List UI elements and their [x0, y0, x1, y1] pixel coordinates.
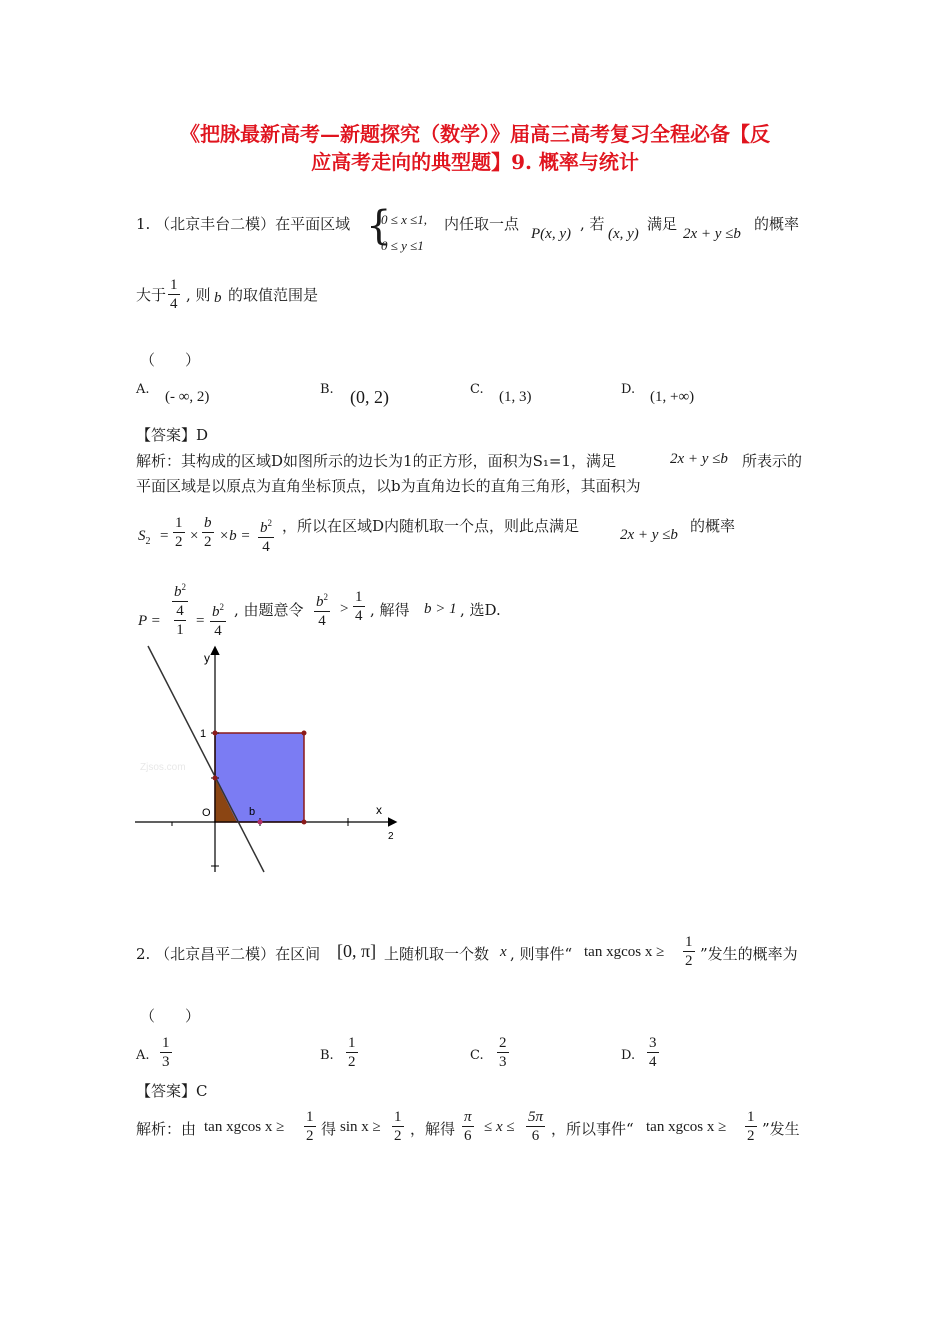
q1-option-a: (- ∞, 2) — [165, 389, 210, 405]
fraction-numerator: 1 — [747, 1109, 755, 1125]
q1-explanation-3c: 的概率 — [690, 517, 736, 535]
q2-interval: [0, π] — [337, 941, 377, 961]
fraction-numerator: $b^2$ — [210, 598, 226, 622]
document-title-line-1: 《把脉最新高考—新题探究（数学）》届高三高考复习全程必备【反 — [180, 122, 770, 146]
q1-option-c: (1, 3) — [499, 389, 532, 405]
fraction-numerator: 1 — [170, 277, 178, 293]
q2-answer: 【答案】C — [136, 1082, 208, 1100]
point-0-1 — [213, 731, 218, 736]
fraction-denominator: 2 — [747, 1128, 755, 1144]
fraction-numerator: 1 — [306, 1109, 314, 1125]
fraction-denominator: 6 — [464, 1128, 472, 1144]
q1-answer: 【答案】D — [136, 426, 209, 444]
q2-explanation-expr-2: sin x ≥ — [340, 1119, 381, 1135]
q2-explanation-a: 解析：由 — [136, 1120, 197, 1138]
q2-explanation-half-1 — [304, 1108, 316, 1145]
q1-option-c-label: C. — [470, 382, 484, 397]
q1-times-b: ×b = — [219, 528, 251, 544]
fraction-denominator: 4 — [318, 613, 326, 629]
point-1-1 — [302, 731, 307, 736]
q2-option-d-label: D. — [621, 1048, 636, 1063]
fraction-denominator: 3 — [499, 1054, 507, 1070]
fraction-numerator: 1 — [685, 934, 693, 950]
q2-answer-paren: （ ） — [140, 1007, 201, 1025]
fraction-denominator: 2 — [175, 534, 183, 550]
q1-fraction-b-squared-over-4-b — [210, 598, 226, 640]
q2-mid-text-2: , 则事件“ — [510, 945, 573, 963]
fraction-numerator: 1 — [162, 1035, 170, 1051]
label-b: b — [249, 806, 256, 818]
q1-times-1: × — [190, 528, 199, 544]
fraction-numerator: $b^2$ — [314, 588, 330, 612]
q1-equals-1: = — [160, 528, 169, 544]
q1-fraction-b-over-2 — [202, 514, 214, 551]
q2-explanation-pi-over-6 — [462, 1108, 474, 1145]
fraction-denominator: 3 — [162, 1054, 170, 1070]
q2-explanation-half-2 — [392, 1108, 404, 1145]
q1-mid-text-1: 内任取一点 — [444, 215, 520, 233]
fraction-denominator: 4 — [176, 603, 184, 619]
fraction-denominator: 2 — [306, 1128, 314, 1144]
q1-mid-text-2: , 若 — [580, 215, 605, 233]
fraction-denominator: 2 — [204, 534, 212, 550]
q1-p-label: P = — [138, 613, 161, 629]
q1-brace: { — [366, 203, 392, 249]
q1-fraction-quarter-b — [353, 588, 365, 625]
q1-result: b > 1 — [424, 601, 457, 617]
q1-condition-x: 0 ≤ x ≤1, — [381, 212, 428, 227]
outer-denominator: 1 — [176, 622, 184, 638]
q2-prefix: 2. （北京昌平二模）在区间 — [136, 945, 321, 963]
point-b — [258, 820, 263, 825]
q1-answer-paren: （ ） — [140, 351, 201, 369]
q2-x-variable: x — [500, 944, 507, 960]
q2-explanation-expr-1: tan xgcos x ≥ — [204, 1119, 285, 1135]
q1-option-b: (0, 2) — [350, 387, 389, 407]
q1-compound-fraction — [170, 578, 190, 639]
fraction-denominator: 4 — [170, 296, 178, 312]
q1-explanation-1a: 解析：其构成的区域D如图所示的边长为1的正方形，面积为S₁=1，满足 — [136, 452, 616, 470]
q1-mid-text-3: 满足 — [647, 215, 678, 233]
q2-explanation-half-3 — [745, 1108, 757, 1145]
label-y: y — [204, 651, 210, 665]
q2-option-b — [346, 1034, 358, 1071]
q1-condition-y: 0 ≤ y ≤1 — [381, 238, 424, 253]
q1-explanation-2: 平面区域是以原点为直角坐标顶点，以b为直角边长的直角三角形，其面积为 — [136, 477, 641, 495]
fraction-numerator: π — [464, 1109, 472, 1125]
q2-option-a-label: A. — [136, 1048, 150, 1063]
q1-equals-2: = — [196, 613, 205, 629]
q2-explanation-d: ，所以事件“ — [551, 1120, 634, 1138]
fraction-denominator: 4 — [214, 623, 222, 639]
q1-explanation-1b: 2x + y ≤b — [670, 451, 728, 467]
q2-option-b-label: B. — [320, 1048, 334, 1063]
q2-explanation-5pi-over-6 — [526, 1108, 545, 1145]
q1-explanation-3: ，所以在区域D内随机取一个点，则此点满足 — [282, 517, 580, 535]
fraction-numerator: 2 — [499, 1035, 507, 1051]
q2-mid-text-1: 上随机取一个数 — [384, 945, 490, 963]
point-0-b — [213, 776, 218, 781]
q1-option-d-label: D. — [621, 382, 636, 397]
q1-line2-a: 大于 — [136, 286, 167, 304]
q1-choose: , 选D. — [460, 601, 501, 619]
fraction-numerator: 3 — [649, 1035, 657, 1051]
fraction-numerator: $b^2$ — [258, 514, 274, 538]
q1-line2-c: 的取值范围是 — [228, 286, 319, 304]
q1-tail: 的概率 — [754, 215, 800, 233]
fraction-denominator: 2 — [685, 953, 693, 969]
fraction-denominator: 6 — [531, 1128, 540, 1144]
q2-explanation-expr-3: tan xgcos x ≥ — [646, 1119, 727, 1135]
q1-option-b-label: B. — [320, 382, 334, 397]
q1-prefix: 1. （北京丰台二模）在平面区域 — [136, 215, 351, 233]
label-origin: O — [202, 807, 211, 819]
q1-option-d: (1, +∞) — [650, 389, 695, 405]
q1-figure — [130, 640, 410, 880]
q2-option-d — [647, 1034, 659, 1071]
fraction-denominator: 2 — [348, 1054, 356, 1070]
q2-explanation-inequality: ≤ x ≤ — [484, 1119, 515, 1135]
q2-tail: ”发生的概率为 — [700, 945, 798, 963]
q1-point: P(x, y) — [531, 226, 571, 242]
label-one: 1 — [200, 728, 207, 740]
document-title-line-2: 应高考走向的典型题】9. 概率与统计 — [311, 150, 639, 174]
q1-explanation-1c: 所表示的 — [742, 452, 803, 470]
q1-greater-than: > — [340, 601, 349, 617]
fraction-numerator: 5π — [528, 1109, 544, 1125]
fraction-numerator: b — [204, 515, 212, 531]
q1-solve-text: , 解得 — [370, 601, 410, 619]
q2-explanation-c: ，解得 — [410, 1120, 456, 1138]
q2-fraction-half — [683, 933, 695, 970]
label-two: 2 — [388, 831, 394, 842]
q2-explanation-b: 得 — [321, 1120, 337, 1138]
q1-inner-fraction — [170, 578, 190, 639]
fraction-numerator: 1 — [355, 589, 363, 605]
q1-fraction-half — [173, 514, 185, 551]
fraction-denominator: 4 — [262, 539, 270, 555]
point-1-0 — [302, 820, 307, 825]
fraction-numerator: 1 — [175, 515, 183, 531]
q1-fraction-quarter — [168, 276, 180, 313]
q1-option-a-label: A. — [136, 382, 150, 397]
q2-option-c — [497, 1034, 509, 1071]
fraction-numerator: 1 — [348, 1035, 356, 1051]
q1-inequality: 2x + y ≤b — [683, 226, 741, 242]
q1-xy: (x, y) — [608, 226, 639, 242]
q1-b-variable: b — [214, 290, 222, 306]
fraction-numerator: 1 — [394, 1109, 402, 1125]
q1-fraction-b-squared-over-4 — [258, 514, 274, 556]
q2-option-c-label: C. — [470, 1048, 484, 1063]
q1-fraction-b-squared-over-4-c — [314, 588, 330, 630]
fraction-numerator: $b^2$ — [172, 578, 188, 602]
q1-s2-label: $S_2$ — [138, 528, 151, 547]
figure-watermark: Zjsos.com — [140, 762, 186, 773]
q1-explanation-3b: 2x + y ≤b — [620, 527, 678, 543]
q1-line2-b: , 则 — [186, 286, 211, 304]
q2-expression: tan xgcos x ≥ — [584, 944, 665, 960]
q1-condition-text: , 由题意令 — [234, 601, 304, 619]
q2-option-a — [160, 1034, 172, 1071]
q2-explanation-e: ”发生 — [762, 1120, 800, 1138]
fraction-denominator: 4 — [355, 608, 363, 624]
fraction-denominator: 4 — [649, 1054, 657, 1070]
fraction-denominator: 2 — [394, 1128, 402, 1144]
label-x: x — [376, 803, 382, 817]
